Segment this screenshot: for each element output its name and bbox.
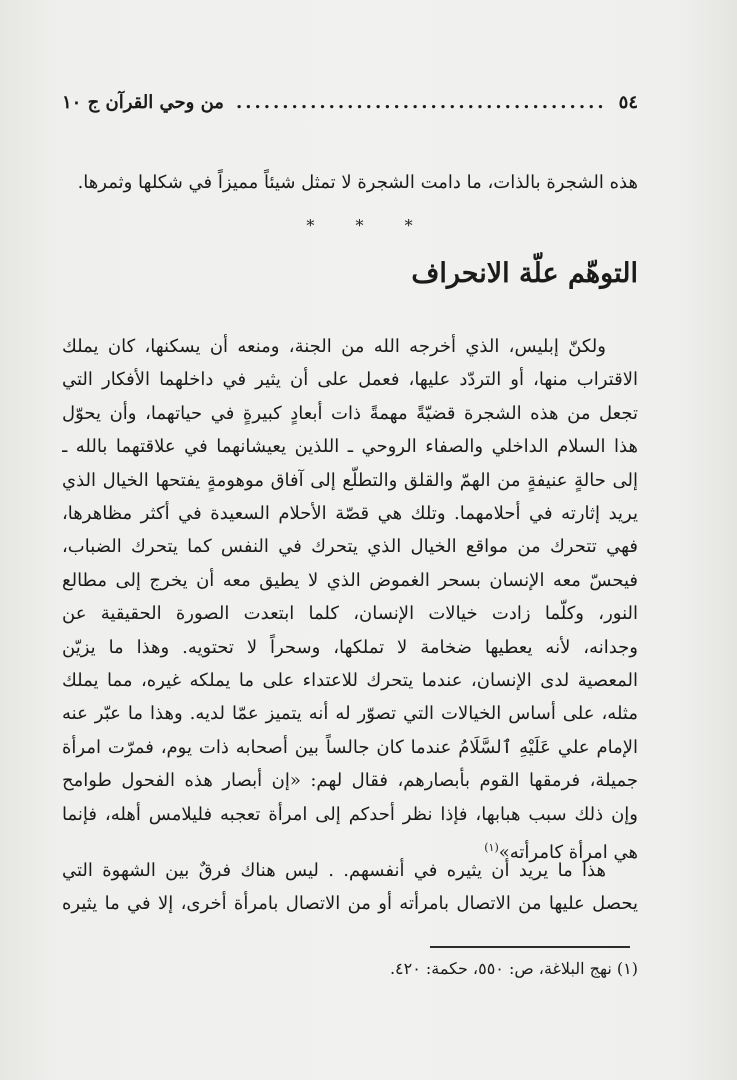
text-line: يحصل عليها من الاتصال بامرأته أو من الاتصال بامرأة أخرى، إلا في ما يثيره: [62, 893, 638, 915]
text-line: جميلة، فرمقها القوم بأبصارهم، فقال لهم: «إن أبصار هذه الفحول طوامح: [62, 770, 638, 792]
paragraph-opening: [62, 166, 638, 199]
section-title: التوهّم علّة الانحراف: [411, 258, 638, 289]
text-line: تجعل من هذه الشجرة قضيّةً مهمةً ذات أبعادٍ كبيرةٍ في حياتهما، وأن يحوّل: [62, 402, 638, 424]
text-line: وإن ذلك سبب هبابها، فإذا نظر أحدكم إلى امرأة تعجبه فليلامس أهله، فإنما: [62, 803, 638, 825]
text-line: إلى حالةٍ عنيفةٍ من الهمّ والقلق والتطلّع إلى آفاق موهومةٍ يفتحها الخيال الذي: [62, 469, 638, 491]
header-leader-dots: ........................................: [235, 92, 607, 113]
text-line: يريد إثارته في أحلامهما. وتلك هي قصّة الأحلام السعيدة في أكثر مظاهرها،: [62, 503, 638, 525]
text-line: هذا السلام الداخلي والصفاء الروحي ـ اللذين يعيشانهما في علاقتهما بالله ـ: [62, 436, 638, 458]
text-line: وجدانه، لأنه يعطيها ضخامة لا تملكها، وسحراً لا تحتويه. وهذا ما يزيّن: [62, 636, 638, 658]
text-line: فهي تتحرك من مواقع الخيال الذي يتحرك في النفس كما يتحرك الضباب،: [62, 536, 638, 558]
text-line: فيحسّ معه الإنسان بسحر الغموض الذي لا يطيق معه أن يخرج إلى مطالع: [62, 569, 638, 591]
section-separator: * * *: [306, 216, 431, 235]
text-line: مثله، على أساس الخيالات التي تصوّر له أنه يتميز عمّا لديه. وهذا ما عبّر عنه: [62, 703, 638, 725]
text-line: هذا ما يريد أن يثيره في أنفسهم. . ليس هناك فرقٌ بين الشهوة التي: [62, 860, 606, 881]
text-line: النور، وكلّما زادت خيالات الإنسان، كلما ابتعدت الصورة الحقيقية عن: [62, 603, 638, 625]
paragraph-main: [62, 330, 638, 870]
text-line: هذه الشجرة بالذات، ما دامت الشجرة لا تمثل شيئاً مميزاً في شكلها وثمرها.: [77, 172, 638, 193]
footnote-reference: (١): [484, 841, 499, 855]
running-header: [62, 92, 638, 122]
text-line: المعصية لدى الإنسان، عندما يتحرك للاعتداء على ما يملكه غيره، مما يملك: [62, 670, 638, 692]
quote-end-text: هي امرأة كامرأته»: [498, 842, 638, 864]
text-line: ولكنّ إبليس، الذي أخرجه الله من الجنة، ومنعه أن يسكنها، كان يملك: [62, 336, 606, 357]
footnote: (١) نهج البلاغة، ص: ٥٥٠، حكمة: ٤٢٠.: [389, 959, 638, 978]
footnote-divider: [430, 946, 630, 948]
paragraph-closing: [62, 854, 638, 921]
page-number: ٥٤: [618, 92, 638, 113]
text-line: الاقتراب منها، أو التردّد عليها، فعمل على أن يثير في داخلهما الأفكار التي: [62, 369, 638, 391]
text-line: الإمام علي عَلَيْهِ ٱلسَّلَامُ عندما كان جالساً بين أصحابه ذات يوم، فمرّت امرأة: [62, 736, 638, 758]
book-title: من وحي القرآن ج ١٠: [62, 92, 224, 113]
